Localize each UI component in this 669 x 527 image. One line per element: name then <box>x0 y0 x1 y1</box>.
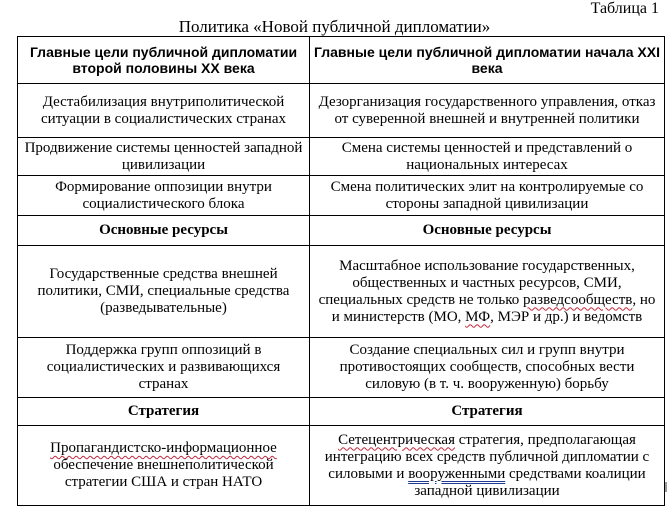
strategy-heading-right: Стратегия <box>310 398 665 426</box>
strategy-left-text: обеспечение внешнеполитической стратегии США и стран НАТО <box>53 457 274 490</box>
policy-table <box>17 36 665 506</box>
resource-right <box>310 246 665 338</box>
strategy-right-text-d: средствами коалиции западной цивилизации <box>414 465 646 499</box>
strategy-right-underlined-c: вооруженными <box>408 465 506 482</box>
strategy-heading-left: Стратегия <box>18 398 310 426</box>
goal-left: Дестабилизация внутриполитической ситуации в социалистических странах <box>18 84 310 138</box>
table-row <box>18 246 665 338</box>
table-row <box>18 138 665 176</box>
goal-right: Смена политических элит на контролируемые со стороны западной цивилизации <box>310 176 665 216</box>
strategy-left-underlined: Пропагандистско-информационное <box>50 440 277 456</box>
goal-left: Продвижение системы ценностей западной цивилизации <box>18 138 310 176</box>
edge-mark <box>665 482 667 492</box>
goal-right: Дезорганизация государственного управления, отказ от суверенной внешней и внутренней политики <box>310 84 665 138</box>
resource-left: Государственные средства внешней политики, СМИ, специальные средства (разведывательные) <box>18 246 310 338</box>
table-row <box>18 176 665 216</box>
resource-right: Создание специальных сил и групп внутри противостоящих сообществ, способных вести силовую (в т. ч. вооруженную) борьбу <box>310 338 665 398</box>
section-row-resources <box>18 216 665 246</box>
section-row-strategy <box>18 398 665 426</box>
header-right: Главные цели публичной дипломатии начала XXI века <box>310 37 665 84</box>
table-number: Таблица 1 <box>590 0 659 17</box>
table-row <box>18 426 665 506</box>
resource-right-underlined-b: МФ <box>465 308 491 325</box>
header-left: Главные цели публичной дипломатии второй половины XX века <box>18 37 310 84</box>
strategy-left <box>18 426 310 506</box>
resource-right-text-a: Масштабное использование государственных, общественных и частных ресурсов, СМИ, специальных средств не только <box>318 257 635 308</box>
strategy-right <box>310 426 665 506</box>
resource-right-text-c: , но и министерств (МО, <box>331 291 656 325</box>
resources-heading-right: Основные ресурсы <box>310 216 665 246</box>
resource-right-text-e: , МЭР и др.) и ведомств <box>490 308 643 325</box>
table-row <box>18 84 665 138</box>
resource-left: Поддержка групп оппозиций в социалистических и развивающихся странах <box>18 338 310 398</box>
header-row <box>18 37 665 84</box>
strategy-right-underlined-a: Сетецентрическая <box>338 431 455 448</box>
resource-right-underlined-a: разведсообществ <box>523 291 633 308</box>
goal-right: Смена системы ценностей и представлений о национальных интересах <box>310 138 665 176</box>
resources-heading-left: Основные ресурсы <box>18 216 310 246</box>
strategy-right-text-b: стратегия, предполагающая интеграцию всех средств публичной дипломатии с силовыми и <box>324 431 650 482</box>
table-title: Политика «Новой публичной дипломатии» <box>178 17 491 36</box>
table-row <box>18 338 665 398</box>
goal-left: Формирование оппозиции внутри социалистического блока <box>18 176 310 216</box>
